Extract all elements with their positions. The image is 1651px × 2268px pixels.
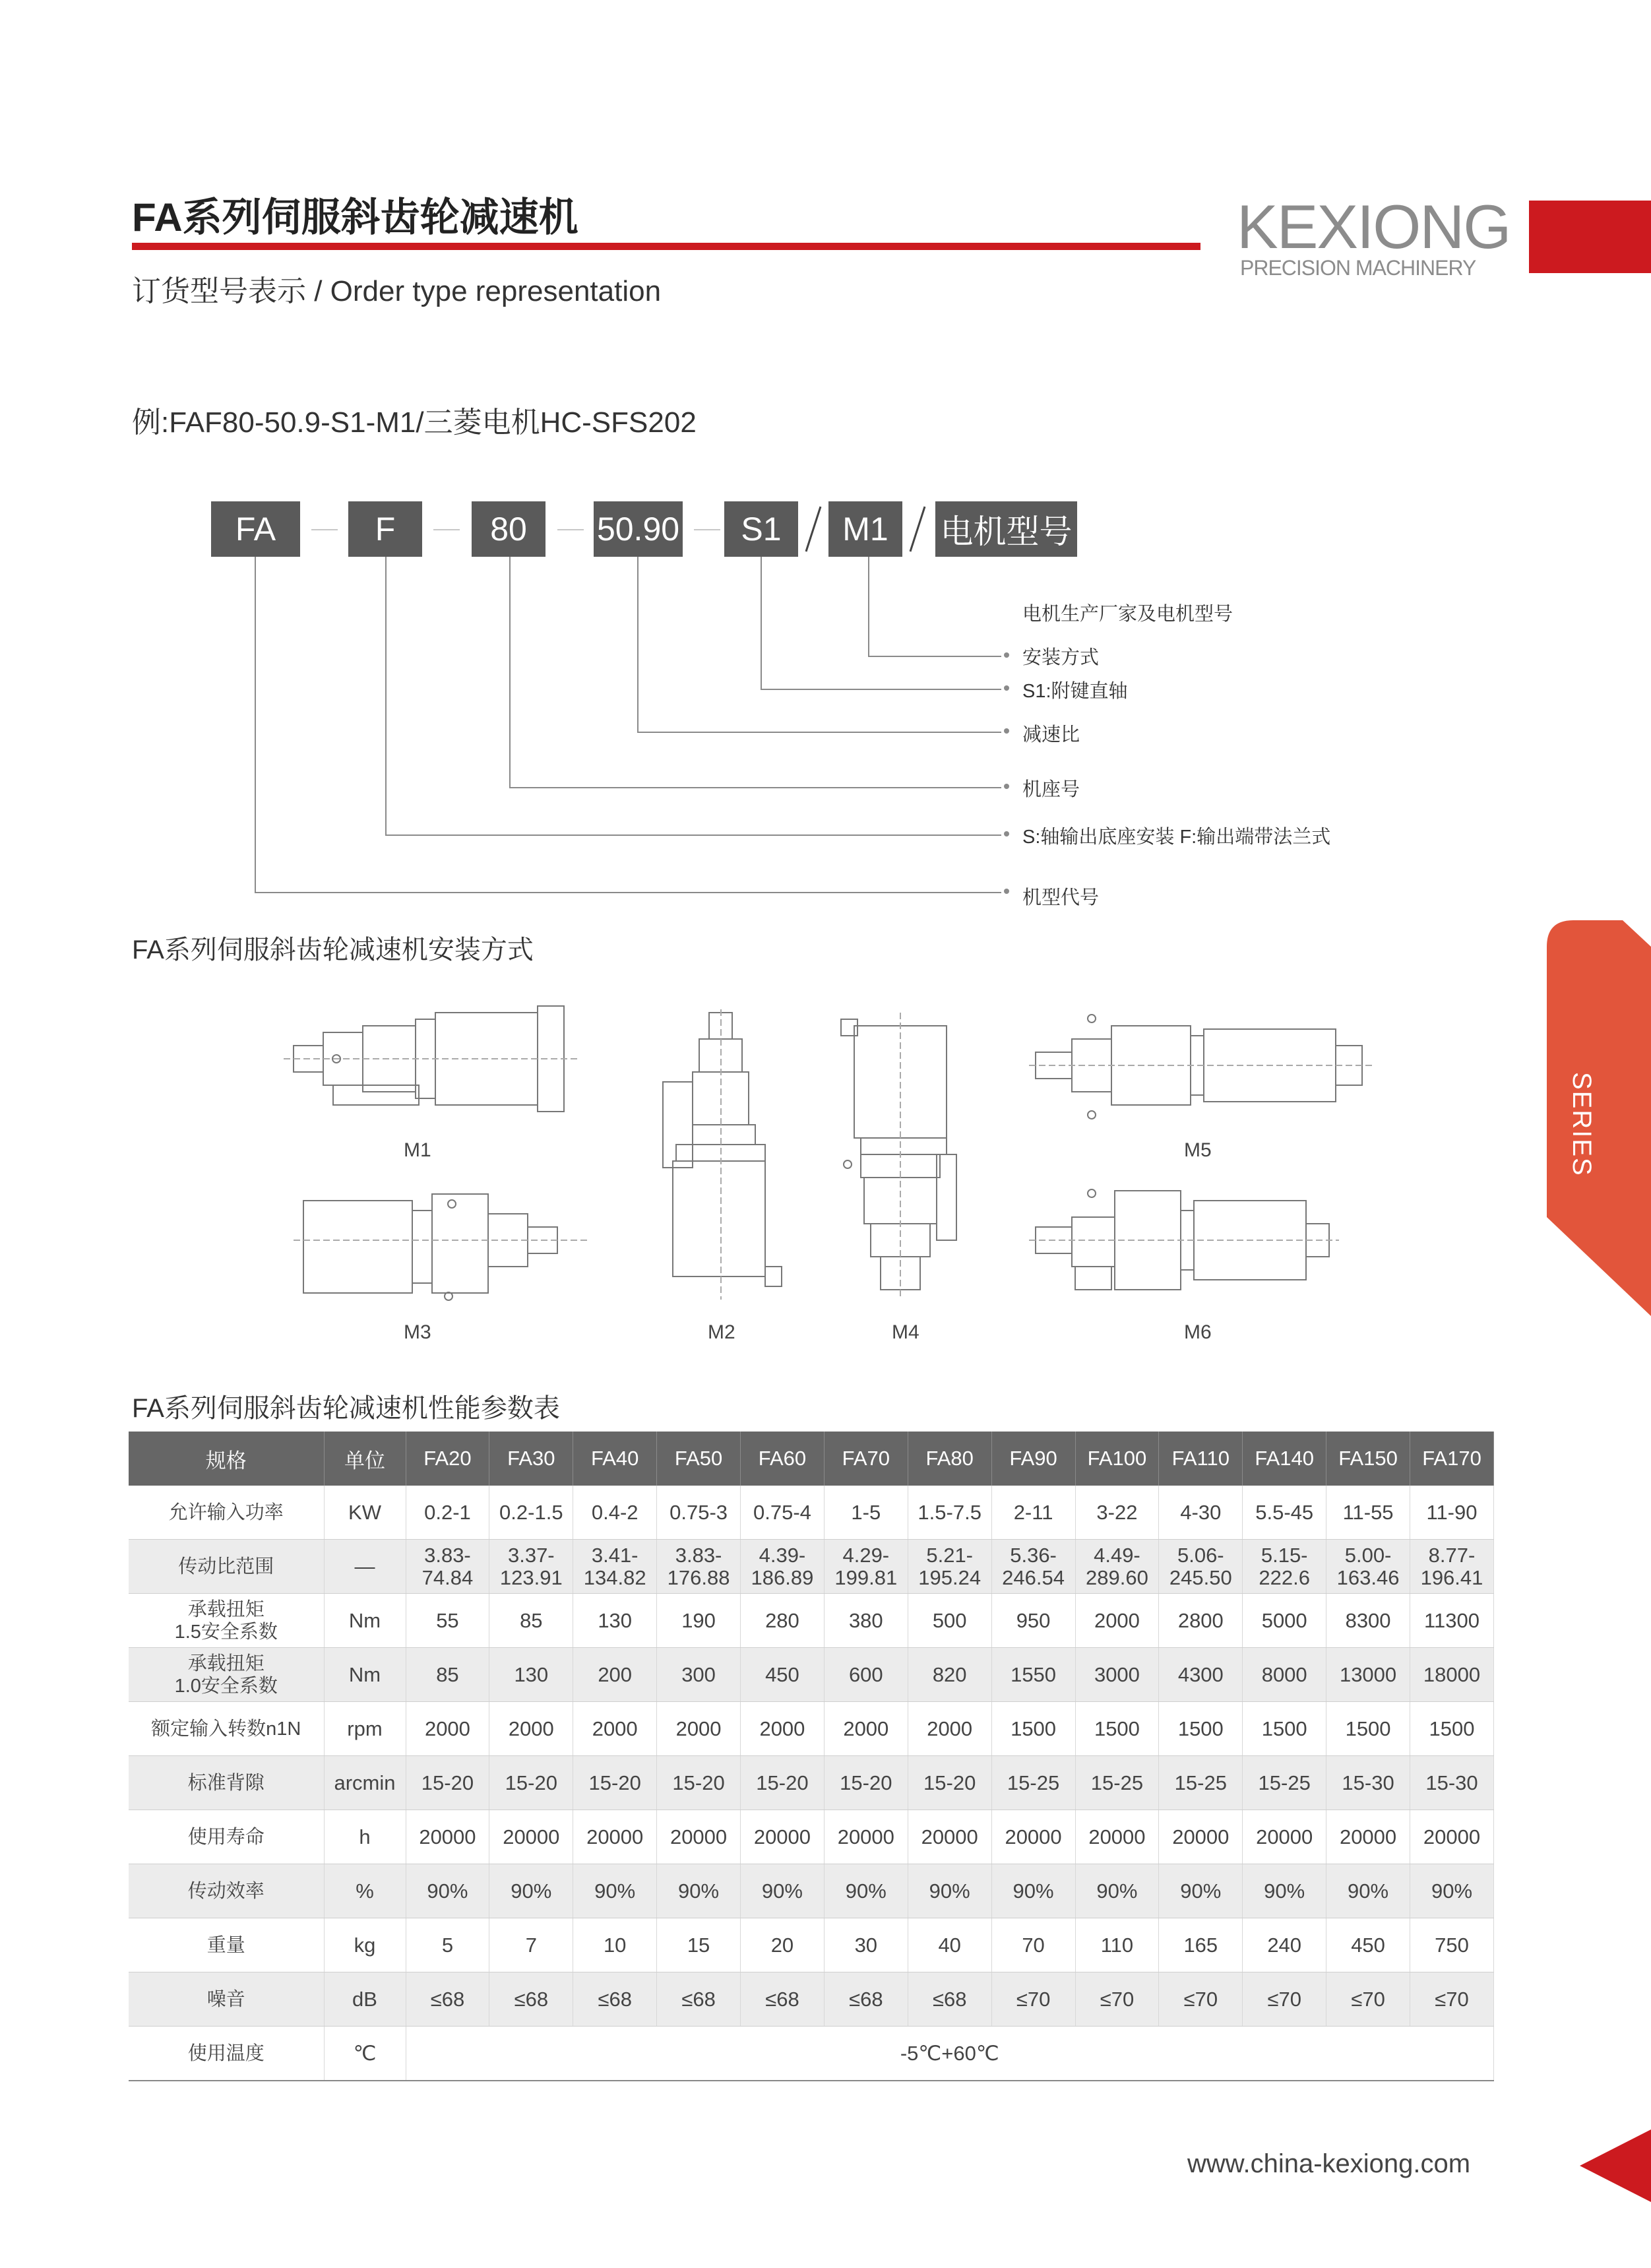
table-cell: 传动效率 <box>129 1864 324 1918</box>
explain-model: 机型代号 <box>1022 887 1100 908</box>
table-cell: 标准背隙 <box>129 1756 324 1810</box>
table-cell: 传动比范围 <box>129 1540 324 1594</box>
gearbox-m5-drawing <box>1029 1009 1372 1125</box>
table-cell: 0.2-1.5 <box>489 1486 573 1540</box>
table-cell: 40 <box>908 1918 991 1972</box>
table-cell: 0.75-4 <box>741 1486 825 1540</box>
table-row <box>129 2027 1494 2081</box>
table-cell: 85 <box>489 1594 573 1648</box>
perf-table-heading: FA系列伺服斜齿轮减速机性能参数表 <box>132 1394 560 1423</box>
table-cell: 20 <box>741 1918 825 1972</box>
table-cell: 20000 <box>824 1810 908 1864</box>
code-box-shaft: S1 <box>724 501 798 557</box>
table-cell: 90% <box>573 1864 657 1918</box>
bullet <box>1004 831 1009 836</box>
code-box-ratio: 50.90 <box>594 501 683 557</box>
table-row <box>129 1486 1494 1540</box>
table-cell: 重量 <box>129 1918 324 1972</box>
header-red-block <box>1529 201 1651 273</box>
table-cell: 20000 <box>991 1810 1075 1864</box>
table-cell: 15-30 <box>1410 1756 1494 1810</box>
table-cell: 20000 <box>908 1810 991 1864</box>
code-box-model: FA <box>211 501 300 557</box>
table-cell: 15-20 <box>908 1756 991 1810</box>
table-cell: 90% <box>406 1864 489 1918</box>
table-cell: 2000 <box>489 1702 573 1756</box>
table-cell: 240 <box>1243 1918 1326 1972</box>
bullet <box>1004 889 1009 894</box>
table-cell: 1-5 <box>824 1486 908 1540</box>
table-cell: 20000 <box>1410 1810 1494 1864</box>
explain-motor: 电机生产厂家及电机型号 <box>1022 604 1233 625</box>
gearbox-m1-drawing <box>284 993 580 1128</box>
table-cell: 85 <box>406 1648 489 1702</box>
table-cell: 7 <box>489 1918 573 1972</box>
table-header-cell: FA40 <box>573 1432 657 1486</box>
table-cell: ≤70 <box>1326 1972 1410 2027</box>
order-heading: 订货型号表示 / Order type representation <box>132 275 662 307</box>
table-cell: 200 <box>573 1648 657 1702</box>
table-cell: 380 <box>824 1594 908 1648</box>
table-cell: 20000 <box>406 1810 489 1864</box>
table-cell: 8300 <box>1326 1594 1410 1648</box>
table-row <box>129 1594 1494 1648</box>
explain-position: 安装方式 <box>1022 647 1100 668</box>
table-cell: 20000 <box>489 1810 573 1864</box>
table-row <box>129 1972 1494 2027</box>
table-cell: 90% <box>1326 1864 1410 1918</box>
mount-label-m5: M5 <box>1184 1139 1212 1161</box>
table-cell: 4.49- 289.60 <box>1075 1540 1159 1594</box>
table-cell: 20000 <box>741 1810 825 1864</box>
table-cell: ≤70 <box>1075 1972 1159 2027</box>
table-cell: 8.77- 196.41 <box>1410 1540 1494 1594</box>
table-cell: 55 <box>406 1594 489 1648</box>
table-cell: 20000 <box>657 1810 741 1864</box>
mount-heading: FA系列伺服斜齿轮减速机安装方式 <box>132 935 534 964</box>
table-cell: — <box>324 1540 406 1594</box>
table-cell: 450 <box>1326 1918 1410 1972</box>
table-cell: 90% <box>908 1864 991 1918</box>
table-cell: 3.83- 176.88 <box>657 1540 741 1594</box>
table-cell: 750 <box>1410 1918 1494 1972</box>
table-cell: 使用寿命 <box>129 1810 324 1864</box>
table-cell: 90% <box>741 1864 825 1918</box>
code-dash <box>433 529 460 530</box>
table-row <box>129 1756 1494 1810</box>
table-cell: 5.36- 246.54 <box>991 1540 1075 1594</box>
table-cell: 5.00- 163.46 <box>1326 1540 1410 1594</box>
table-cell: 3.41- 134.82 <box>573 1540 657 1594</box>
table-header-cell: FA30 <box>489 1432 573 1486</box>
table-cell: 4-30 <box>1159 1486 1243 1540</box>
brand-name: KEXIONG <box>1237 192 1511 261</box>
table-cell: 1500 <box>991 1702 1075 1756</box>
table-cell: 3000 <box>1075 1648 1159 1702</box>
table-cell: 13000 <box>1326 1648 1410 1702</box>
table-cell: KW <box>324 1486 406 1540</box>
table-cell: 2800 <box>1159 1594 1243 1648</box>
example-line: 例:FAF80-50.9-S1-M1/三菱电机HC-SFS202 <box>132 406 697 439</box>
table-cell: 1.5-7.5 <box>908 1486 991 1540</box>
table-cell: 500 <box>908 1594 991 1648</box>
bullet <box>1004 784 1009 789</box>
table-cell: 90% <box>1410 1864 1494 1918</box>
table-cell: ≤68 <box>657 1972 741 2027</box>
table-cell: 3-22 <box>1075 1486 1159 1540</box>
table-cell: 3.37- 123.91 <box>489 1540 573 1594</box>
table-cell: 15-30 <box>1326 1756 1410 1810</box>
table-header-cell: FA150 <box>1326 1432 1410 1486</box>
table-row <box>129 1648 1494 1702</box>
table-cell: 30 <box>824 1918 908 1972</box>
code-box-mount: F <box>348 501 422 557</box>
table-cell: 20000 <box>573 1810 657 1864</box>
table-cell: 15-20 <box>657 1756 741 1810</box>
table-cell: 4.29- 199.81 <box>824 1540 908 1594</box>
table-cell: ≤70 <box>1410 1972 1494 2027</box>
perf-table <box>129 1432 1494 2081</box>
slash-icon <box>908 501 927 557</box>
table-cell: 20000 <box>1075 1810 1159 1864</box>
table-cell: 2000 <box>824 1702 908 1756</box>
table-cell: 允许输入功率 <box>129 1486 324 1540</box>
gearbox-m4-drawing <box>834 1013 966 1296</box>
code-dash <box>694 529 720 530</box>
title-rule <box>132 243 1200 250</box>
table-cell: ≤68 <box>824 1972 908 2027</box>
table-cell: ℃ <box>324 2027 406 2081</box>
table-cell: 承载扭矩 1.0安全系数 <box>129 1648 324 1702</box>
table-header-cell: 单位 <box>324 1432 406 1486</box>
side-tab-series: SERIES <box>1567 1072 1596 1177</box>
table-cell: 15-20 <box>573 1756 657 1810</box>
explain-frame: 机座号 <box>1022 779 1080 800</box>
bullet <box>1004 685 1009 691</box>
footer-url: www.china-kexiong.com <box>1187 2149 1471 2178</box>
table-cell: 110 <box>1075 1918 1159 1972</box>
table-cell: 450 <box>741 1648 825 1702</box>
table-header-cell: FA60 <box>741 1432 825 1486</box>
table-cell: kg <box>324 1918 406 1972</box>
table-cell: 15-25 <box>1243 1756 1326 1810</box>
table-cell: Nm <box>324 1648 406 1702</box>
slash-icon <box>803 501 823 557</box>
table-cell: h <box>324 1810 406 1864</box>
table-cell: 15 <box>657 1918 741 1972</box>
table-row <box>129 1918 1494 1972</box>
table-header-cell: FA140 <box>1243 1432 1326 1486</box>
table-cell: ≤70 <box>991 1972 1075 2027</box>
code-box-motor: 电机型号 <box>935 501 1077 557</box>
table-cell: 5 <box>406 1918 489 1972</box>
table-cell: 1500 <box>1410 1702 1494 1756</box>
table-cell: 4.39- 186.89 <box>741 1540 825 1594</box>
table-cell: 1550 <box>991 1648 1075 1702</box>
table-cell: 15-20 <box>489 1756 573 1810</box>
table-header-cell: FA90 <box>991 1432 1075 1486</box>
table-row <box>129 1810 1494 1864</box>
table-cell: Nm <box>324 1594 406 1648</box>
table-cell: 2000 <box>657 1702 741 1756</box>
table-cell: 2000 <box>741 1702 825 1756</box>
table-header-row <box>129 1432 1494 1486</box>
table-cell: 18000 <box>1410 1648 1494 1702</box>
table-cell: ≤68 <box>741 1972 825 2027</box>
side-tab-fa: FA <box>1500 996 1544 1045</box>
table-cell: 0.2-1 <box>406 1486 489 1540</box>
table-header-cell: FA70 <box>824 1432 908 1486</box>
table-cell: 300 <box>657 1648 741 1702</box>
table-cell: 90% <box>1159 1864 1243 1918</box>
table-cell: 70 <box>991 1918 1075 1972</box>
code-box-frame: 80 <box>472 501 545 557</box>
mount-label-m3: M3 <box>404 1321 431 1343</box>
table-cell: 90% <box>489 1864 573 1918</box>
table-cell: 承载扭矩 1.5安全系数 <box>129 1594 324 1648</box>
table-cell: 165 <box>1159 1918 1243 1972</box>
bullet <box>1004 652 1009 658</box>
leader-line <box>255 557 1001 893</box>
table-cell: dB <box>324 1972 406 2027</box>
page-arrow-icon <box>1580 2129 1651 2202</box>
table-cell: 1500 <box>1243 1702 1326 1756</box>
table-cell: 2000 <box>908 1702 991 1756</box>
brand-subtitle: PRECISION MACHINERY <box>1240 256 1476 280</box>
table-cell: 90% <box>991 1864 1075 1918</box>
mount-label-m2: M2 <box>708 1321 735 1343</box>
table-cell: arcmin <box>324 1756 406 1810</box>
table-header-cell: FA80 <box>908 1432 991 1486</box>
table-cell: ≤68 <box>489 1972 573 2027</box>
table-cell: 280 <box>741 1594 825 1648</box>
table-header-cell: 规格 <box>129 1432 324 1486</box>
table-cell: 1500 <box>1075 1702 1159 1756</box>
table-cell: -5℃+60℃ <box>406 2027 1494 2081</box>
side-tab <box>1547 920 1651 1316</box>
table-cell: 11300 <box>1410 1594 1494 1648</box>
gearbox-m6-drawing <box>1029 1184 1339 1300</box>
table-cell: 20000 <box>1159 1810 1243 1864</box>
code-dash <box>311 529 338 530</box>
table-cell: 5000 <box>1243 1594 1326 1648</box>
gearbox-m3-drawing <box>294 1184 590 1306</box>
table-row <box>129 1702 1494 1756</box>
table-cell: 190 <box>657 1594 741 1648</box>
mount-label-m1: M1 <box>404 1139 431 1161</box>
table-row <box>129 1540 1494 1594</box>
table-header-cell: FA100 <box>1075 1432 1159 1486</box>
table-cell: 噪音 <box>129 1972 324 2027</box>
table-cell: 0.75-3 <box>657 1486 741 1540</box>
table-cell: rpm <box>324 1702 406 1756</box>
table-cell: 2-11 <box>991 1486 1075 1540</box>
table-cell: 1500 <box>1326 1702 1410 1756</box>
page-title: FA系列伺服斜齿轮减速机 <box>132 195 578 239</box>
table-cell: ≤70 <box>1159 1972 1243 2027</box>
table-cell: 11-90 <box>1410 1486 1494 1540</box>
explain-ratio: 减速比 <box>1022 724 1080 745</box>
table-header-cell: FA50 <box>657 1432 741 1486</box>
table-header-cell: FA20 <box>406 1432 489 1486</box>
table-cell: 使用温度 <box>129 2027 324 2081</box>
table-cell: 2000 <box>406 1702 489 1756</box>
table-cell: 1500 <box>1159 1702 1243 1756</box>
table-cell: 820 <box>908 1648 991 1702</box>
table-cell: 5.15- 222.6 <box>1243 1540 1326 1594</box>
table-cell: ≤68 <box>406 1972 489 2027</box>
mount-label-m6: M6 <box>1184 1321 1212 1343</box>
table-cell: 5.06- 245.50 <box>1159 1540 1243 1594</box>
table-cell: 20000 <box>1326 1810 1410 1864</box>
table-cell: % <box>324 1864 406 1918</box>
table-cell: 90% <box>657 1864 741 1918</box>
table-cell: 4300 <box>1159 1648 1243 1702</box>
table-row <box>129 1864 1494 1918</box>
code-box-position: M1 <box>828 501 902 557</box>
table-cell: 0.4-2 <box>573 1486 657 1540</box>
table-cell: 90% <box>1075 1864 1159 1918</box>
table-header-cell: FA170 <box>1410 1432 1494 1486</box>
table-cell: ≤70 <box>1243 1972 1326 2027</box>
table-cell: 90% <box>1243 1864 1326 1918</box>
table-cell: 15-20 <box>741 1756 825 1810</box>
table-cell: 5.21- 195.24 <box>908 1540 991 1594</box>
table-cell: 2000 <box>1075 1594 1159 1648</box>
table-cell: 11-55 <box>1326 1486 1410 1540</box>
table-cell: 3.83- 74.84 <box>406 1540 489 1594</box>
explain-shaft: S1:附键直轴 <box>1022 681 1128 702</box>
table-cell: 130 <box>573 1594 657 1648</box>
table-cell: 600 <box>824 1648 908 1702</box>
bullet <box>1004 728 1009 734</box>
table-cell: 10 <box>573 1918 657 1972</box>
table-cell: 15-20 <box>406 1756 489 1810</box>
table-cell: 2000 <box>573 1702 657 1756</box>
table-cell: 15-20 <box>824 1756 908 1810</box>
table-cell: 20000 <box>1243 1810 1326 1864</box>
table-cell: 15-25 <box>1159 1756 1243 1810</box>
table-cell: 15-25 <box>991 1756 1075 1810</box>
table-cell: 额定输入转数n1N <box>129 1702 324 1756</box>
table-cell: 15-25 <box>1075 1756 1159 1810</box>
table-cell: 90% <box>824 1864 908 1918</box>
mount-label-m4: M4 <box>892 1321 919 1343</box>
table-cell: 8000 <box>1243 1648 1326 1702</box>
table-cell: 130 <box>489 1648 573 1702</box>
code-dash <box>557 529 584 530</box>
table-cell: 950 <box>991 1594 1075 1648</box>
table-cell: ≤68 <box>573 1972 657 2027</box>
gearbox-m2-drawing <box>653 1009 792 1300</box>
table-cell: ≤68 <box>908 1972 991 2027</box>
table-header-cell: FA110 <box>1159 1432 1243 1486</box>
explain-mount: S:轴输出底座安装 F:输出端带法兰式 <box>1022 827 1331 848</box>
table-cell: 5.5-45 <box>1243 1486 1326 1540</box>
